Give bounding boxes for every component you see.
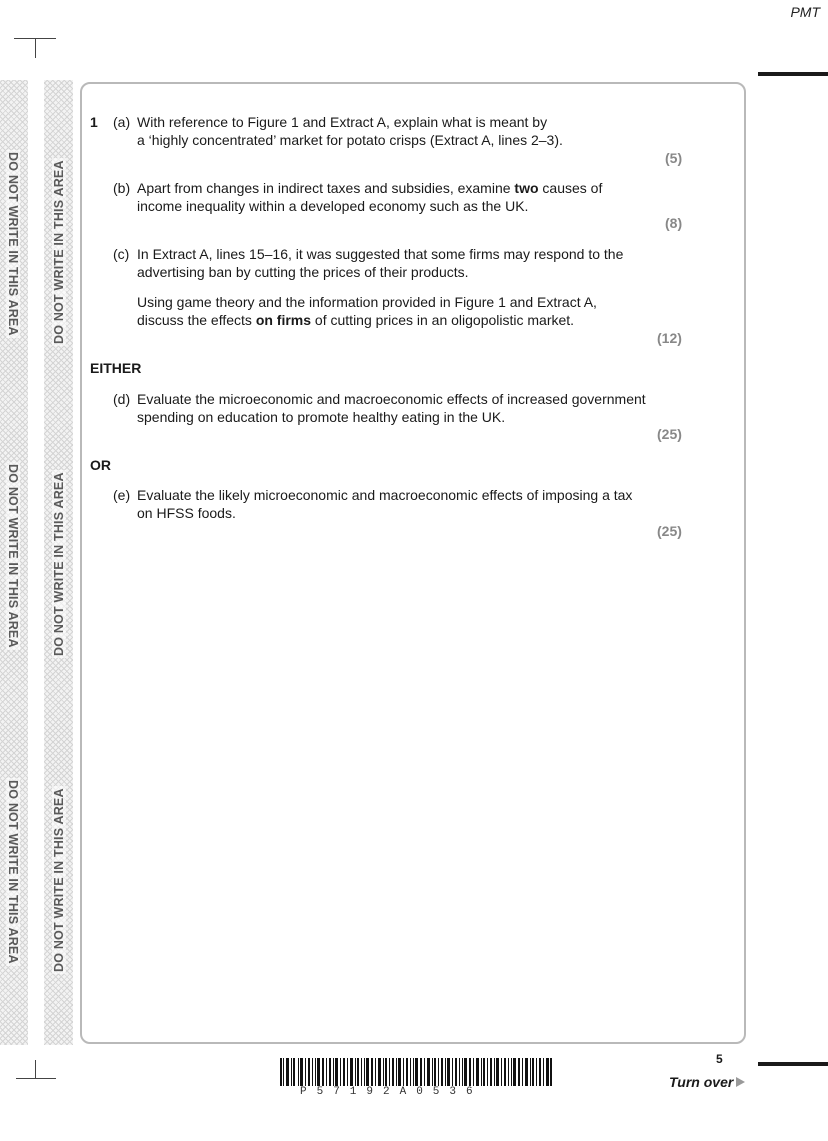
part-d-letter: (d) — [113, 391, 131, 407]
part-b-text: Apart from changes in indirect taxes and subsidies, examine two causes of income inequality within a developed economy such as the UK. — [137, 180, 603, 214]
part-a-marks: (5) — [665, 150, 683, 166]
margin-warning-outer-1: DO NOT WRITE IN THIS AREA — [6, 152, 20, 336]
part-d-text: Evaluate the microeconomic and macroeconomic effects of increased government spending on education to promote healthy eating in the UK. — [137, 391, 646, 425]
barcode — [280, 1058, 552, 1086]
margin-warning-inner-1: DO NOT WRITE IN THIS AREA — [52, 160, 66, 344]
either-label: EITHER — [90, 360, 142, 376]
part-e-marks: (25) — [657, 523, 682, 539]
part-d-marks: (25) — [657, 426, 682, 442]
turn-over-label: Turn over — [669, 1074, 734, 1090]
part-b-letter: (b) — [113, 180, 131, 196]
pmt-label: PMT — [790, 4, 820, 20]
answer-frame — [80, 82, 746, 1044]
turn-over-arrow-icon — [736, 1077, 745, 1087]
question-number: 1 — [90, 114, 98, 130]
margin-warning-inner-3: DO NOT WRITE IN THIS AREA — [52, 788, 66, 972]
bottom-right-rule — [758, 1062, 828, 1066]
part-a-letter: (a) — [113, 114, 131, 130]
margin-warning-outer-2: DO NOT WRITE IN THIS AREA — [6, 464, 20, 648]
part-b-marks: (8) — [665, 215, 683, 231]
page-number: 5 — [716, 1052, 723, 1066]
part-c-letter: (c) — [113, 246, 130, 262]
barcode-text: P57192A0536 — [300, 1086, 483, 1098]
part-e-letter: (e) — [113, 487, 131, 503]
margin-warning-inner-2: DO NOT WRITE IN THIS AREA — [52, 472, 66, 656]
part-c-text: In Extract A, lines 15–16, it was suggested that some firms may respond to the advertising ban by cutting the prices of their products. Using game theory and the information provided in Figure 1 and Extract A, discuss the effects on firms of cutting prices in an oligopolistic market. — [137, 246, 624, 328]
margin-warning-outer-3: DO NOT WRITE IN THIS AREA — [6, 780, 20, 964]
part-e-text: Evaluate the likely microeconomic and macroeconomic effects of imposing a tax on HFSS foods. — [137, 487, 633, 521]
part-c-marks: (12) — [657, 330, 682, 346]
or-label: OR — [90, 457, 111, 473]
top-right-rule — [758, 72, 828, 76]
part-a-text: With reference to Figure 1 and Extract A, explain what is meant by a ‘highly concentrated’ market for potato crisps (Extract A, lines 2–3). — [137, 114, 563, 148]
